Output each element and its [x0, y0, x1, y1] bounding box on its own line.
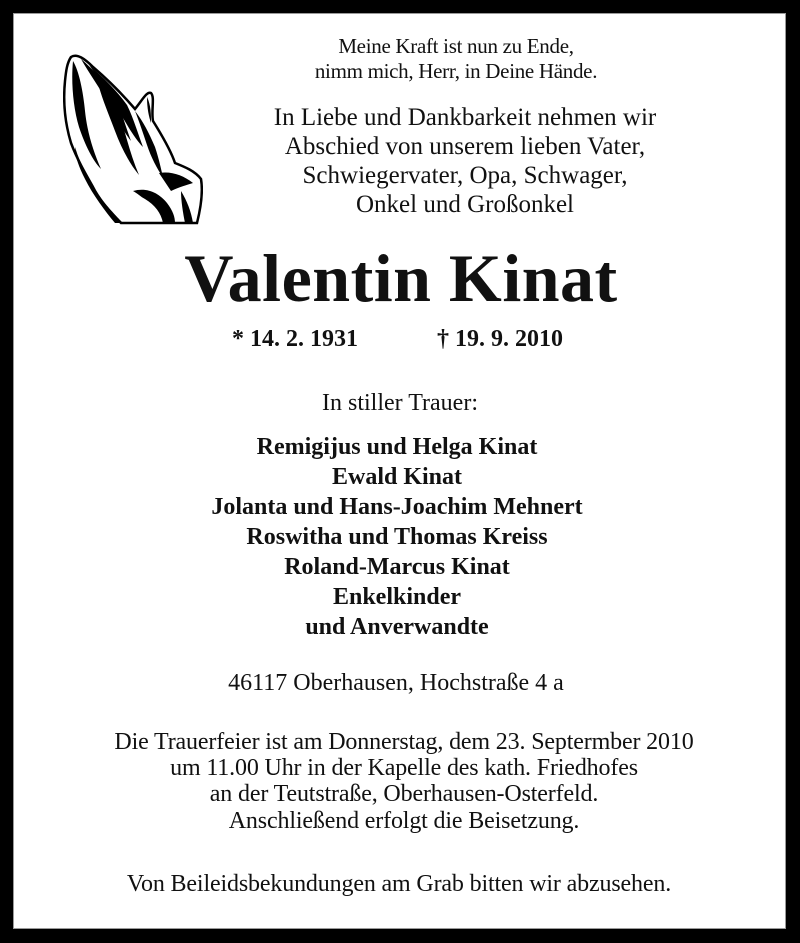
closing-note: Von Beileidsbekundungen am Grab bitten wir abzusehen. [126, 871, 672, 897]
praying-hands-icon [63, 51, 203, 225]
mourner-line: Jolanta und Hans-Joachim Mehnert [211, 494, 583, 520]
address: 46117 Oberhausen, Hochstraße 4 a [228, 670, 564, 696]
intro-line: Schwiegervater, Opa, Schwager, [302, 162, 628, 189]
mourning-heading: In stiller Trauer: [322, 390, 478, 416]
service-line: um 11.00 Uhr in der Kapelle des kath. Friedhofes [170, 755, 638, 781]
intro-line: In Liebe und Dankbarkeit nehmen wir [273, 104, 657, 131]
obituary-notice [13, 13, 786, 929]
service-line: Anschließend erfolgt die Beisetzung. [228, 808, 580, 834]
mourner-line: Ewald Kinat [331, 464, 463, 490]
mourner-line: Roland-Marcus Kinat [284, 554, 510, 580]
birth-date: * 14. 2. 1931 [232, 326, 358, 352]
service-line: Die Trauerfeier ist am Donnerstag, dem 23. Septermber 2010 [114, 729, 694, 755]
mourner-line: Remigijus und Helga Kinat [256, 434, 538, 460]
mourner-line: und Anverwandte [305, 614, 489, 640]
mourner-line: Enkelkinder [332, 584, 462, 610]
deceased-name: Valentin Kinat [184, 240, 618, 316]
intro-line: Onkel und Großonkel [355, 191, 575, 218]
verse-line: Meine Kraft ist nun zu Ende, [338, 34, 574, 58]
mourner-line: Roswitha und Thomas Kreiss [246, 524, 548, 550]
death-date: † 19. 9. 2010 [437, 326, 563, 352]
service-line: an der Teutstraße, Oberhausen-Osterfeld. [209, 781, 599, 807]
intro-line: Abschied von unserem lieben Vater, [284, 133, 646, 160]
verse-line: nimm mich, Herr, in Deine Hände. [314, 59, 598, 83]
